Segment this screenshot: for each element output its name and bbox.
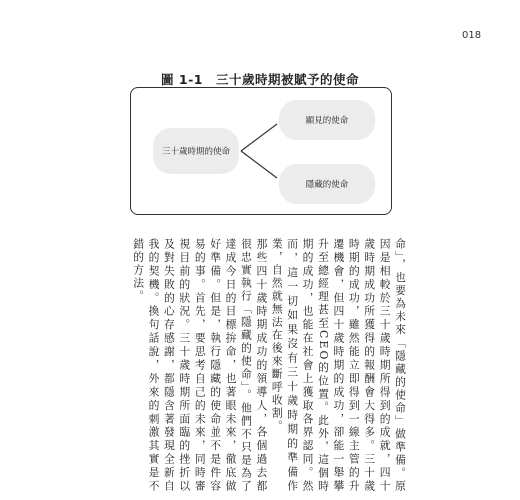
paragraph-2: 那些四十歲時期成功的領導人，各個過去都很忠實執行「隱藏的使命」。他們不只是為了達成今日的目標拚命，也著眼未來，徹底做好準備。但是，執行隱藏的使命並不是件容易的事。首先，要思考自己的未來，同時審視目前的狀況。三十歲時期所面臨的挫折以及對失敗的心存感謝，都隱含著發現全新自我的契機。換句話說，外來的刺激其實是不錯的方法。 xyxy=(132,238,269,493)
paragraph-1: 命」，也要為未來「隱藏的使命」做準備。原因是相較於三十歲時期所得到的成就，四十歲時期成功所獲得的報酬會大得多。三十歲時期的成功，雖然能立即得到一線主管的升遷機會，但四十歲時期的成功，卻能一舉攀升至總經理甚至CEO的位置。此外，這個時期的成功，也能在社會上獲取各界認同。然而，這一切如果沒有三十歲時期的準備作業，自然就無法在後來斷呼收割。 xyxy=(270,238,407,493)
mission-diagram xyxy=(130,87,392,215)
branch-arrows xyxy=(239,118,281,184)
figure-title: 圖 1-1 三十歲時期被賦予的使命 xyxy=(161,72,359,87)
arrow-to-visible-mission xyxy=(241,124,277,151)
node-thirties-mission: 三十歲時期的使命 xyxy=(153,128,239,174)
node-visible-mission: 顯見的使命 xyxy=(279,100,375,140)
node-hidden-mission: 隱藏的使命 xyxy=(279,164,375,204)
page-number: 018 xyxy=(462,30,482,41)
arrow-to-hidden-mission xyxy=(241,151,277,178)
body-text xyxy=(130,238,408,493)
